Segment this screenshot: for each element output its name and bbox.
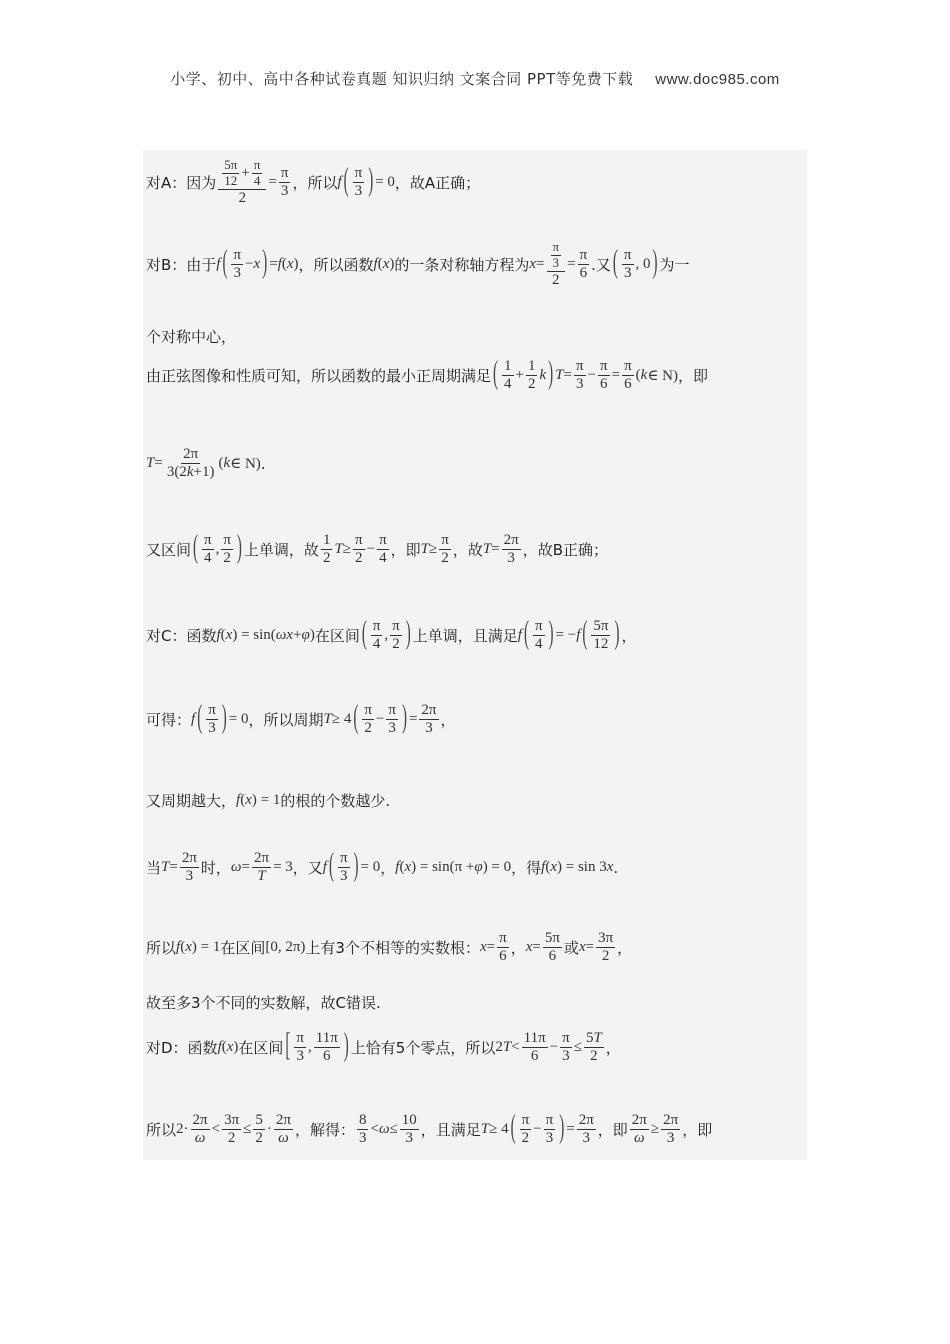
text: 个对称中心， xyxy=(146,328,237,346)
text: ，即 xyxy=(678,367,709,386)
text: 在区间 xyxy=(220,939,266,958)
text: 上单调，且满足 xyxy=(412,627,518,646)
header-url[interactable]: www.doc985.com xyxy=(655,71,780,88)
text: 对A：因为 xyxy=(146,174,217,193)
math: $\frac{5\pi}{12}$ + $\frac{\pi}{4}$ 2 xyxy=(218,158,266,207)
text: 对B：由于 xyxy=(146,256,217,275)
text: 又周期越大， xyxy=(146,792,237,810)
text: 所以 xyxy=(146,1121,177,1140)
text: 上恰有5个零点，所以 xyxy=(350,1039,496,1058)
text: 为一 xyxy=(659,256,690,275)
text: 可得： xyxy=(146,711,192,730)
text: 上单调，故 xyxy=(243,541,319,560)
text: ， xyxy=(621,627,637,646)
line-b-cont xyxy=(146,326,236,347)
header-text: 小学、初中、高中各种试卷真题 知识归纳 文案合同 PPT等免费下载 xyxy=(170,70,634,88)
text: ， xyxy=(605,1039,621,1058)
text: ，解得： xyxy=(294,1121,355,1140)
text: ，故 xyxy=(452,541,483,560)
solution-content xyxy=(143,150,807,1160)
text: 当 xyxy=(146,859,162,878)
text: 对C：函数 xyxy=(146,627,217,646)
line-T: T = $\frac{2\pi}{3(2k+1)}$ ( k ∈ N) . xyxy=(146,446,266,481)
text: ，即 xyxy=(390,541,421,560)
line-so: 所以 f ( x ) = 1 在区间 [0, 2π) 上有3个不相等的实数根： x = $\frac{\pi}{6}$ ， x = $\frac{5\pi}{6}$ 或 x = $\frac{3\pi}{2}$ ， xyxy=(146,930,633,965)
line-when: 当 T = $\frac{2\pi}{3}$ 时， ω = $\frac{2\pi}{T}$ = 3 ，又 f ( $\frac{\pi}{3}$ ) = 0 ， f ( x ) = sin(π + φ ) = 0 ，得 f ( x ) = sin 3 x . xyxy=(146,849,619,885)
line-most xyxy=(146,992,381,1013)
text: 时， xyxy=(200,859,231,878)
text: . xyxy=(260,454,266,473)
line-c: 对C：函数 f ( x ) = sin( ωx + φ ) 在区间 ( $\frac{\pi}{4}$ , $\frac{\pi}{2}$ ) 上单调，且满足 f ( $\frac{\pi}{4}$ ) = − f ( $\frac{5\pi}{12}$ ) ， xyxy=(146,617,637,653)
text: ，即 xyxy=(597,1121,628,1140)
text: .又 xyxy=(591,256,611,275)
text: ，得 xyxy=(511,859,542,878)
text: ， xyxy=(380,859,396,878)
text: ，且满足 xyxy=(420,1121,481,1140)
line-last: 所以 2· $\frac{2\pi}{\omega}$ < $\frac{3\pi}{2}$ ≤ $\frac{5}{2}$ · $\frac{2\pi}{\omega}$ ，解得： $\frac{8}{3}$ < ω ≤ $\frac{10}{3}$ ，且满足 T ≥ 4 ( $\frac{\pi}{2}$ − $\frac{\pi}{3}$ ) = $\frac{2\pi}{3}$ ，即 $\frac{2\pi}{\omega}$ ≥ $\frac{2\pi}{3}$ ，即 xyxy=(146,1111,713,1147)
line-roots: 又周期越大， f ( x ) = 1 的根的个数越少. xyxy=(146,792,391,810)
line-period: 由正弦图像和性质可知，所以函数的最小正周期满足 ( $\frac{1}{4}$ + $\frac{1}{2}$ k ) T = $\frac{\pi}{3}$ − $\frac{\pi}{6}$ = $\frac{\pi}{6}$ ( k ∈ N) ，即 xyxy=(146,357,709,393)
text: 上有3个不相等的实数根： xyxy=(305,939,480,958)
text: 或 xyxy=(563,939,579,958)
text: 在区间 xyxy=(238,1039,284,1058)
page-header xyxy=(0,68,950,89)
text: ， xyxy=(440,711,456,730)
text: ，又 xyxy=(292,859,323,878)
text: 由正弦图像和性质可知，所以函数的最小正周期满足 xyxy=(146,367,492,386)
text: 在区间 xyxy=(314,627,360,646)
text: 所以 xyxy=(146,939,177,958)
text: ，所以函数 xyxy=(298,256,374,275)
text: 的一条对称轴方程为 xyxy=(394,256,530,275)
line-mono: 又区间 ( $\frac{\pi}{4}$ , $\frac{\pi}{2}$ ) 上单调，故 $\frac{1}{2}$ T ≥ $\frac{\pi}{2}$ − $\frac{\pi}{4}$ ，即 T ≥ $\frac{\pi}{2}$ ，故 T = $\frac{2\pi}{3}$ ，故B正确； xyxy=(146,531,609,567)
line-a: 对A：因为 $\frac{5\pi}{12}$ + $\frac{\pi}{4}$ 2 = $\frac{\pi}{3}$ ，所以 f ( $\frac{\pi}{3}$ ) = 0 ，故A正确； xyxy=(146,157,481,206)
text: 对D：函数 xyxy=(146,1039,218,1058)
line-b: 对B：由于 f ( $\frac{\pi}{3}$ − x ) = f ( x ) ，所以函数 f ( x ) 的一条对称轴方程为 x = $\frac{\frac{\pi}{3}}{2}$ = $\frac{\pi}{6}$ .又 ( $\frac{\pi}{3}$ , 0 ) 为一 xyxy=(146,239,690,288)
text: ，即 xyxy=(682,1121,713,1140)
line-get: 可得： f ( $\frac{\pi}{3}$ ) = 0 ，所以周期 T ≥ 4 ( $\frac{\pi}{2}$ − $\frac{\pi}{3}$ ) = $\frac{2\pi}{3}$ ， xyxy=(146,701,456,737)
text: 故至多3个不同的实数解，故C错误. xyxy=(146,994,381,1012)
text: ，所以 xyxy=(292,174,338,193)
text: . xyxy=(613,858,619,877)
text: ，故B正确； xyxy=(522,541,609,560)
line-d: 对D：函数 f ( x ) 在区间 [ $\frac{\pi}{3}$ , $\frac{11\pi}{6}$ ) 上恰有5个零点，所以 2 T < $\frac{11\pi}{6}$ − $\frac{\pi}{3}$ ≤ $\frac{5T}{2}$ ， xyxy=(146,1029,621,1065)
text: ， xyxy=(617,939,633,958)
text: ， xyxy=(510,939,526,958)
text: 的根的个数越少. xyxy=(280,792,391,810)
text: ，故A正确； xyxy=(394,174,481,193)
text: ，所以周期 xyxy=(248,711,324,730)
text: 又区间 xyxy=(146,541,192,560)
